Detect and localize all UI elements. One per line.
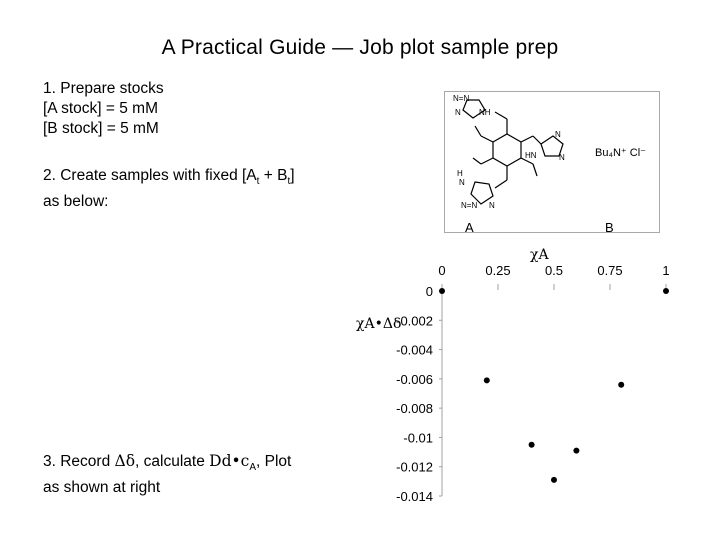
step-3-text-a: 3. Record — [43, 453, 115, 470]
step-2-line-2: as below: — [43, 193, 109, 211]
data-point — [551, 477, 557, 483]
step-2-sub-t2: t — [287, 176, 291, 188]
step-2-text-b: + B — [259, 167, 288, 184]
atom-label-2: NH — [479, 108, 491, 117]
salt-label: Bu₄N⁺ Cl⁻ — [595, 147, 646, 159]
molecule-label-b: B — [605, 220, 614, 235]
step-3-delta: Δδ — [114, 452, 136, 470]
step-2-text-c: ] — [290, 167, 295, 184]
step-3-line-2: as shown at right — [43, 479, 161, 497]
step-3-sub-a: A — [249, 462, 257, 474]
slide-title: A Practical Guide — Job plot sample prep — [161, 36, 559, 59]
atom-label-9: N=N — [461, 201, 478, 210]
x-tick-label: 0 — [438, 263, 446, 278]
step-2-text-a: 2. Create samples with fixed [A — [43, 167, 257, 184]
x-tick-label: 1 — [662, 263, 670, 278]
atom-label-7: H — [457, 169, 463, 178]
y-tick-label: -0.004 — [396, 342, 433, 358]
data-point — [484, 377, 490, 383]
y-tick-label: -0.012 — [396, 459, 433, 475]
step-1-line-1: 1. Prepare stocks — [43, 80, 164, 97]
y-tick-label: -0.006 — [396, 371, 433, 387]
step-3-text-c: , Plot — [256, 453, 292, 470]
data-point — [663, 288, 669, 294]
chart-x-axis-label: χA — [530, 247, 549, 263]
y-tick-label: -0.002 — [396, 313, 433, 329]
y-tick-label: -0.01 — [403, 430, 433, 446]
step-3-text-b: , calculate — [135, 453, 210, 470]
y-tick-label: -0.014 — [396, 489, 433, 504]
atom-label-1: N=N — [453, 94, 470, 103]
x-tick-label: 0.5 — [544, 263, 564, 278]
atom-label-10: N — [489, 201, 495, 210]
atom-label-5: N — [555, 130, 561, 139]
atom-label-4: HN — [525, 151, 537, 160]
atom-label-6: N — [559, 153, 565, 162]
x-tick-label: 0.75 — [597, 263, 623, 278]
step-2-sub-t1: t — [256, 176, 260, 188]
y-tick-label: -0.008 — [396, 401, 433, 417]
data-point — [573, 448, 579, 454]
step-1-line-3: [B stock] = 5 mM — [43, 120, 159, 137]
atom-label-3: N — [455, 108, 461, 117]
atom-label-8: N — [459, 178, 465, 187]
molecule-label-a: A — [465, 220, 474, 235]
chart-y-axis-label: χA•Δδ — [356, 316, 402, 332]
data-point — [439, 288, 445, 294]
x-tick-label: 0.25 — [485, 263, 511, 278]
y-tick-label: 0 — [425, 284, 433, 299]
step-3-ddc: Dd•c — [209, 452, 250, 470]
data-point — [529, 442, 535, 448]
step-1-line-2: [A stock] = 5 mM — [43, 100, 158, 117]
data-point — [618, 382, 624, 388]
